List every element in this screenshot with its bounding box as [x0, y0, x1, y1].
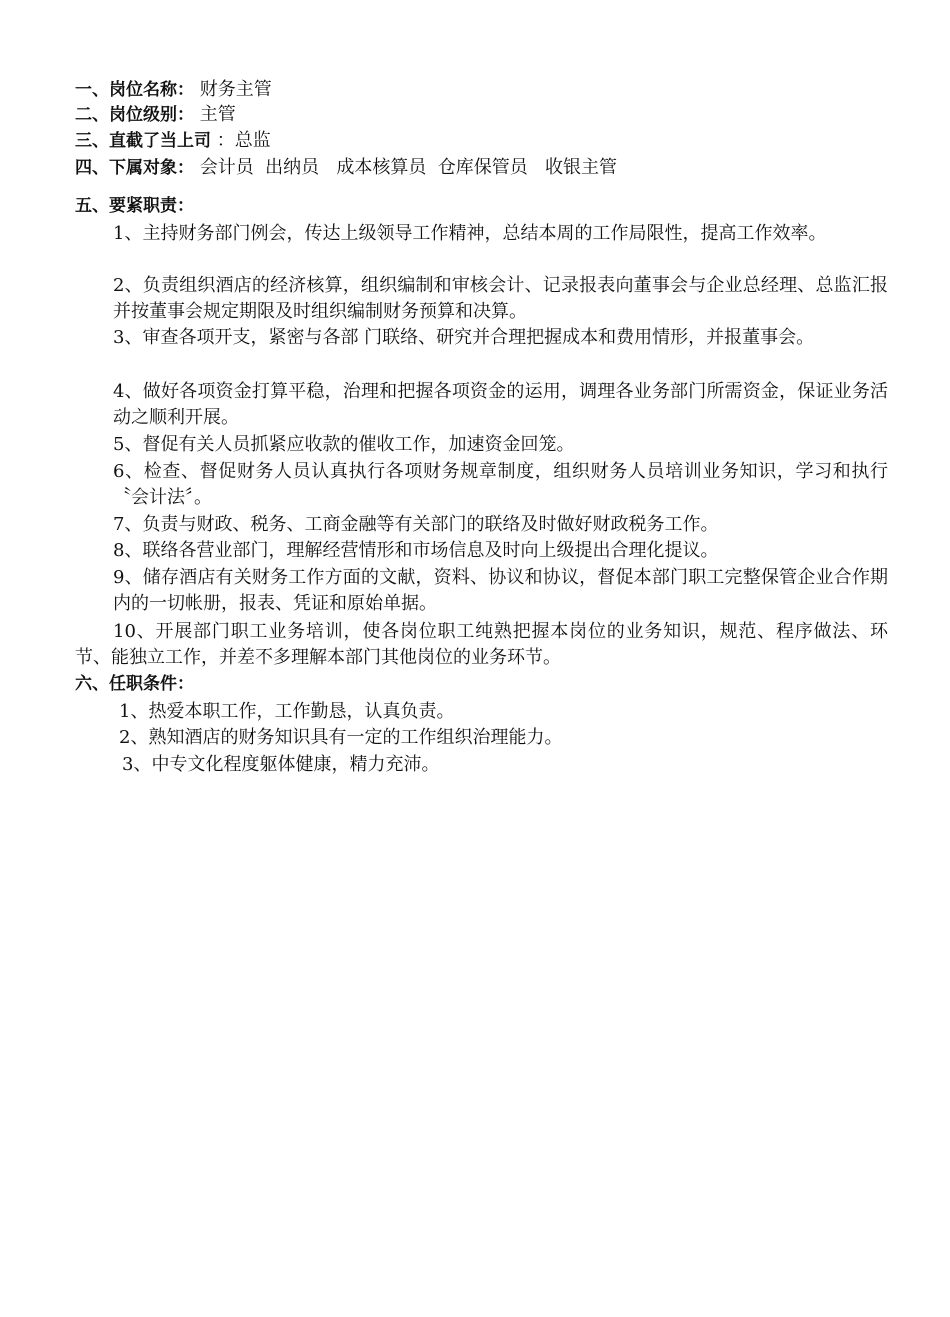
position-name-line [75, 77, 272, 103]
duty-item: 6、检查、督促财务人员认真执行各项财务规章制度，组织财务人员培训业务知识，学习和执行〝会计法〞。 [113, 461, 888, 508]
position-name-label: 一、岗位名称： [75, 80, 194, 100]
duty-item: 5、督促有关人员抓紧应收款的催收工作，加速资金回笼。 [113, 434, 575, 455]
position-level-line [75, 102, 236, 128]
requirement-item: 1、热爱本职工作，工作勤恳，认真负责。 [119, 701, 455, 722]
subordinates-label: 四、下属对象： [75, 158, 194, 178]
subordinates-line [75, 155, 617, 181]
subordinates-value: 会计员 出纳员 成本核算员 仓库保管员 收银主管 [199, 157, 617, 178]
duty-item: 7、负责与财政、税务、工商金融等有关部门的联络及时做好财政税务工作。 [113, 514, 719, 535]
duty-item: 8、联络各营业部门，理解经营情形和市场信息及时向上级提出合理化提议。 [113, 540, 719, 561]
duty-item: 2、负责组织酒店的经济核算，组织编制和审核会计、记录报表向董事会与企业总经理、总监汇报并按董事会规定期限及时组织编制财务预算和决算。 [113, 275, 888, 322]
direct-supervisor-label: 三、直截了当上司 [75, 131, 211, 151]
duty-item: 1、主持财务部门例会，传达上级领导工作精神，总结本周的工作局限性，提高工作效率。 [113, 223, 827, 244]
duty-item: 10、开展部门职工业务培训，使各岗位职工纯熟把握本岗位的业务知识，规范、程序做法、环节、能独立工作，并差不多理解本部门其他岗位的业务环节。 [75, 621, 888, 668]
duties-title: 五、要紧职责： [75, 196, 194, 216]
position-level-label: 二、岗位级别： [75, 105, 194, 125]
direct-supervisor-value: ：总监 [216, 130, 271, 151]
requirement-item: 2、熟知酒店的财务知识具有一定的工作组织治理能力。 [119, 727, 563, 748]
duty-item: 4、做好各项资金打算平稳，治理和把握各项资金的运用，调理各业务部门所需资金，保证业务活动之顺利开展。 [113, 381, 888, 428]
duty-item: 3、审查各项开支，紧密与各部 门联络、研究并合理把握成本和费用情形，并报董事会。 [113, 327, 815, 348]
duty-item: 9、储存酒店有关财务工作方面的文献，资料、协议和协议，督促本部门职工完整保管企业合作期内的一切帐册，报表、凭证和原始单据。 [113, 567, 888, 614]
requirement-item: 3、中专文化程度躯体健康，精力充沛。 [122, 754, 440, 775]
requirements-title: 六、任职条件： [75, 674, 194, 694]
position-level-value: 主管 [199, 104, 236, 125]
position-name-value: 财务主管 [199, 79, 272, 100]
direct-supervisor-line [75, 128, 271, 154]
